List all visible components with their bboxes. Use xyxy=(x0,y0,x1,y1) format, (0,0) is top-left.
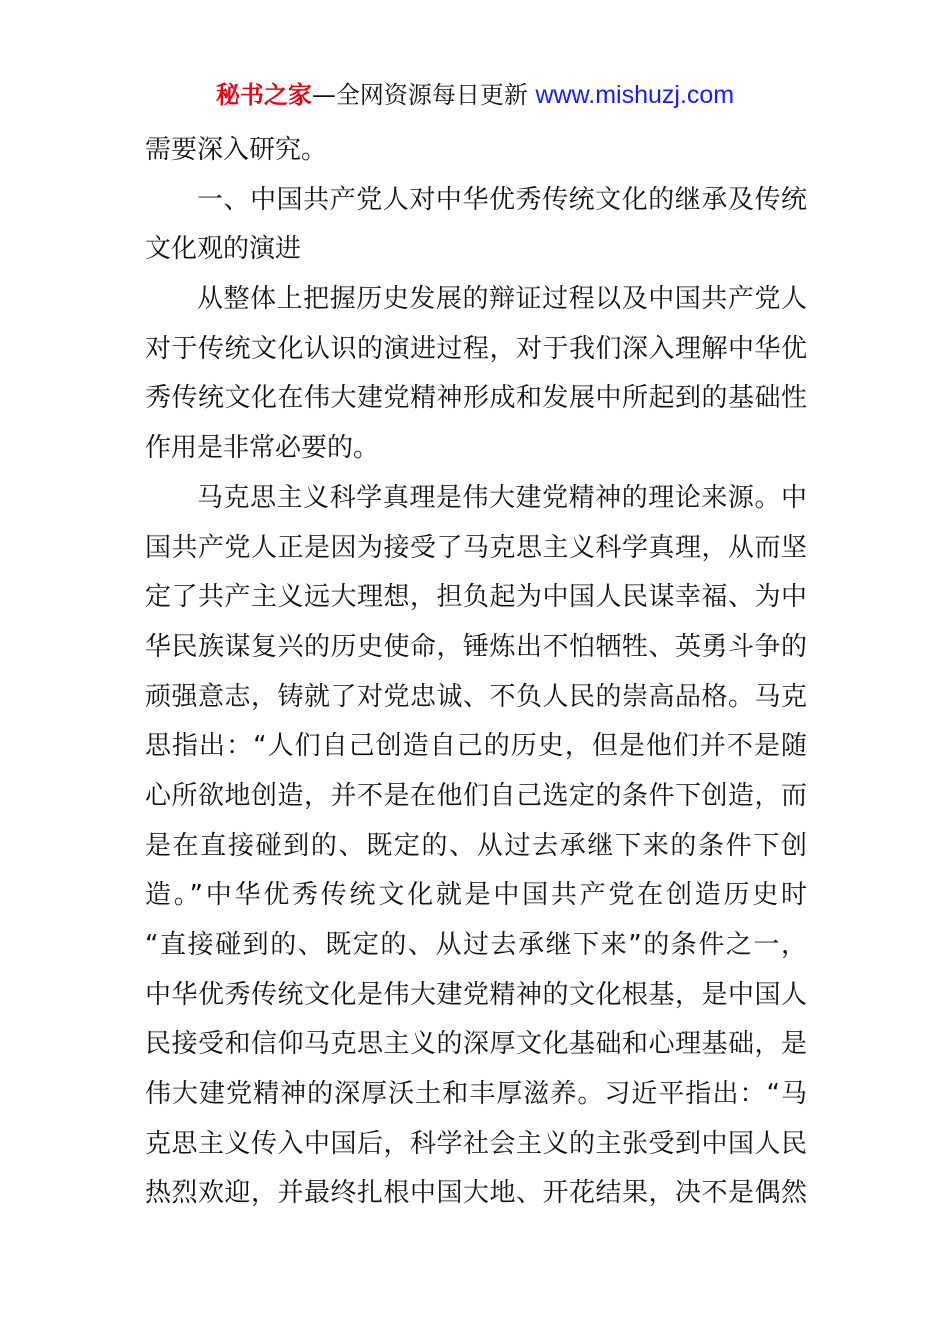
text-line: 思指出：“人们自己创造自己的历史，但是他们并不是随 xyxy=(145,731,807,762)
section-heading-line: 一、中国共产党人对中华优秀传统文化的继承及传统 xyxy=(197,184,807,215)
text-line: 马克思主义科学真理是伟大建党精神的理论来源。中 xyxy=(197,482,807,513)
site-tagline: —全网资源每日更新 xyxy=(311,81,536,109)
text-line: 克思主义传入中国后，科学社会主义的主张受到中国人民 xyxy=(145,1128,807,1159)
text-line: 民接受和信仰马克思主义的深厚文化基础和心理基础，是 xyxy=(145,1029,807,1060)
site-header xyxy=(0,78,950,112)
text-line: 顽强意志，铸就了对党忠诚、不负人民的崇高品格。马克 xyxy=(145,681,807,712)
text-line: 定了共产主义远大理想，担负起为中国人民谋幸福、为中 xyxy=(145,582,807,613)
section-heading-line: 文化观的演进 xyxy=(145,234,302,265)
text-line: 热烈欢迎，并最终扎根中国大地、开花结果，决不是偶然 xyxy=(145,1178,807,1209)
site-brand: 秘书之家 xyxy=(215,81,312,109)
text-line: 是在直接碰到的、既定的、从过去承继下来的条件下创 xyxy=(145,830,807,861)
document-body xyxy=(145,126,807,1219)
text-line: 从整体上把握历史发展的辩证过程以及中国共产党人 xyxy=(197,284,807,315)
text-line: 作用是非常必要的。 xyxy=(145,433,380,464)
text-line: 伟大建党精神的深厚沃土和丰厚滋养。习近平指出：“马 xyxy=(145,1079,807,1110)
text-line: 秀传统文化在伟大建党精神形成和发展中所起到的基础性 xyxy=(145,383,807,414)
text-line: 华民族谋复兴的历史使命，锤炼出不怕牺牲、英勇斗争的 xyxy=(145,631,807,662)
text-line: 需要深入研究。 xyxy=(145,135,328,165)
text-line: 心所欲地创造，并不是在他们自己选定的条件下创造，而 xyxy=(145,780,807,811)
text-line: 中华优秀传统文化是伟大建党精神的文化根基，是中国人 xyxy=(145,979,807,1010)
site-url-link[interactable]: www.mishuzj.com xyxy=(535,81,735,109)
text-line: “直接碰到的、既定的、从过去承继下来”的条件之一， xyxy=(145,930,807,960)
text-line: 国共产党人正是因为接受了马克思主义科学真理，从而坚 xyxy=(145,532,807,563)
text-line: 造。”中华优秀传统文化就是中国共产党在创造历史时 xyxy=(145,880,807,911)
text-line: 对于传统文化认识的演进过程，对于我们深入理解中华优 xyxy=(145,333,807,364)
